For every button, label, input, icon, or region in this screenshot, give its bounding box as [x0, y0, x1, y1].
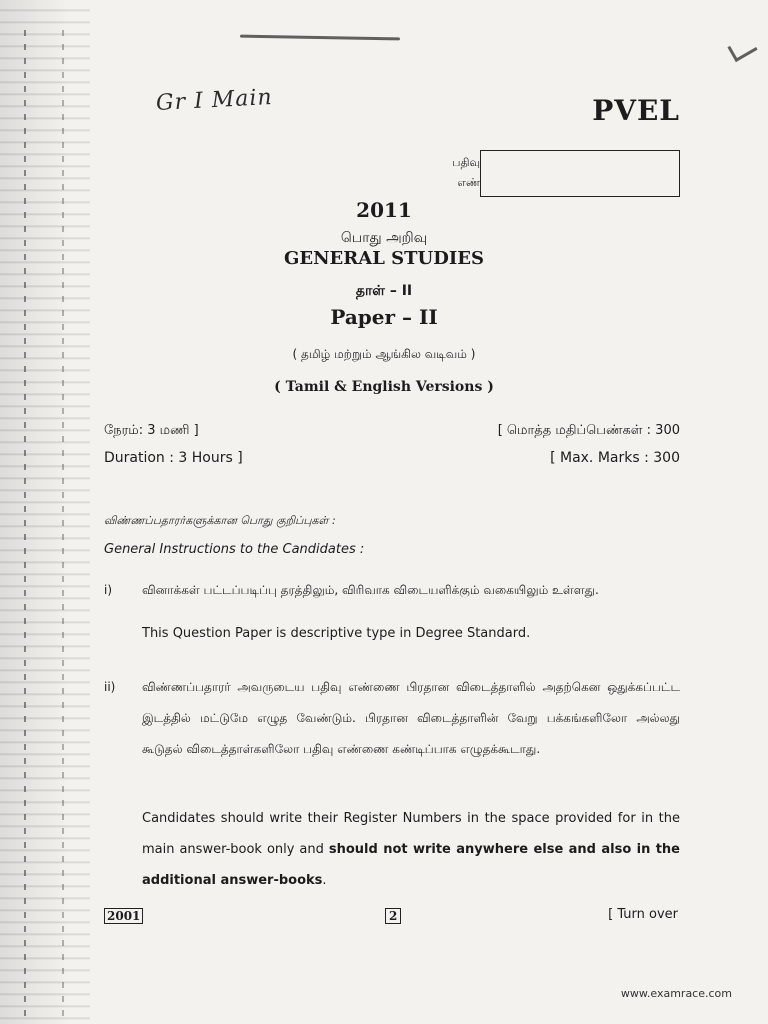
pen-stroke	[240, 35, 400, 41]
instruction-text-tamil: வினாக்கள் பட்டப்படிப்பு தரத்திலும், விரிவாக விடையளிக்கும் வகையிலும் உள்ளது.	[142, 583, 599, 597]
instructions-heading-tamil: விண்ணப்பதாரர்களுக்கான பொது குறிப்புகள் :	[104, 514, 336, 527]
handwritten-note: Gr I Main	[155, 84, 274, 117]
instruction-text-plain: Candidates should write their Register Numbers in the space provided for in the main answer-book only and	[142, 811, 680, 857]
instruction-text-english: This Question Paper is descriptive type in Degree Standard.	[142, 626, 531, 641]
paper-number-english: Paper – II	[330, 305, 438, 329]
register-label-line1: பதிவு	[452, 156, 480, 169]
turn-over-note: [ Turn over	[608, 907, 678, 922]
register-number-box[interactable]	[480, 150, 680, 197]
register-label-line2: எண்	[457, 176, 480, 189]
instruction-text-tamil: விண்ணப்பதாரர் அவருடைய பதிவு எண்ணை பிரதான விடைத்தாளில் அதற்கென ஒதுக்கப்பட்ட இடத்தில் மட்டுமே எழுத வேண்டும். பிரதான விடைத்தாளின் வேறு பக்கங்களிலோ அல்லது கூடுதல் விடைத்தாள்களிலோ பதிவு எண்ணை கண்டிப்பாக எழுதக்கூடாது.	[142, 680, 680, 756]
binding-line	[24, 30, 26, 1020]
duration-english: Duration : 3 Hours ]	[104, 450, 243, 466]
footer-code: 2001	[104, 908, 143, 924]
max-marks-english: [ Max. Marks : 300	[550, 450, 680, 466]
versions-note-english: ( Tamil & English Versions )	[274, 379, 494, 395]
instructions-heading-english: General Instructions to the Candidates :	[104, 542, 365, 557]
instruction-number: i)	[104, 583, 113, 597]
exam-year: 2011	[356, 198, 412, 222]
versions-note-tamil: ( தமிழ் மற்றும் ஆங்கில வடிவம் )	[292, 347, 476, 361]
max-marks-tamil: [ மொத்த மதிப்பெண்கள் : 300	[497, 423, 680, 438]
subject-title-tamil: பொது அறிவு	[340, 230, 428, 246]
pen-mark	[727, 35, 757, 62]
watermark-url: www.examrace.com	[620, 987, 732, 1000]
instruction-text-english	[142, 803, 680, 896]
page-number: 2	[385, 908, 401, 924]
paper-code: PVEL	[592, 94, 680, 127]
duration-tamil: நேரம்: 3 மணி ]	[104, 423, 199, 438]
instruction-text-emphasis: should not write anywhere else and also in the additional answer-books	[142, 842, 680, 888]
binding-line	[62, 30, 64, 1020]
subject-title-english: GENERAL STUDIES	[284, 248, 484, 269]
paper-number-tamil: தாள் – II	[355, 283, 413, 299]
meta-row-english	[104, 450, 680, 466]
binding-edge	[0, 0, 90, 1024]
register-number-label	[440, 153, 480, 193]
meta-row-tamil	[104, 423, 680, 439]
instruction-number: ii)	[104, 680, 116, 694]
instruction-text-end: .	[322, 873, 327, 888]
